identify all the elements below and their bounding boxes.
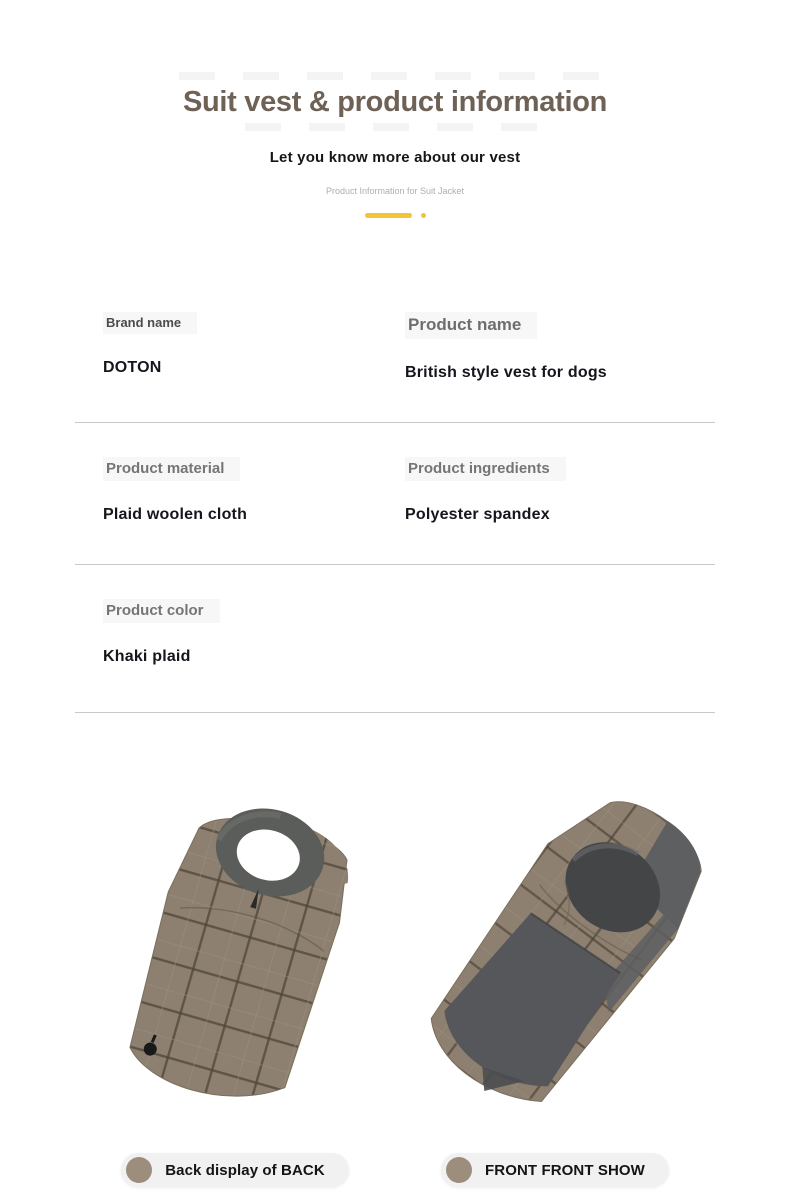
product-image-front xyxy=(420,765,716,1126)
badge-dot-icon xyxy=(446,1157,472,1183)
spec-label-text: Product ingredients xyxy=(405,457,566,481)
badge-label: Back display of BACK xyxy=(165,1161,325,1179)
spec-brand-name xyxy=(75,312,400,382)
accent-bar xyxy=(365,213,412,218)
spec-value: Plaid woolen cloth xyxy=(103,505,248,523)
spec-row-3 xyxy=(75,565,715,713)
page-title: Suit vest & product information xyxy=(182,86,608,118)
spec-row-2 xyxy=(75,423,715,565)
page-header xyxy=(0,0,790,218)
product-gallery xyxy=(70,765,720,1127)
spec-value: Polyester spandex xyxy=(405,505,550,523)
vest-front-photo xyxy=(420,765,716,1121)
spec-label-text: Product material xyxy=(103,457,240,481)
badge-column-front xyxy=(395,1153,715,1187)
spec-value: Khaki plaid xyxy=(103,647,191,665)
vest-back-photo xyxy=(88,773,388,1105)
spec-product-ingredients xyxy=(400,457,715,524)
texture-artifact-bottom xyxy=(245,123,545,131)
back-view-badge xyxy=(121,1153,349,1187)
spec-label xyxy=(103,312,400,334)
spec-label xyxy=(405,312,715,338)
spec-row-1 xyxy=(75,300,715,423)
gallery-badges xyxy=(75,1153,715,1187)
spec-label-text: Product name xyxy=(405,312,537,338)
product-image-back xyxy=(88,773,388,1110)
product-specs xyxy=(75,300,715,713)
spec-label xyxy=(103,457,400,481)
spec-cell-empty xyxy=(400,599,715,666)
front-view-badge xyxy=(441,1153,669,1187)
spec-product-material xyxy=(75,457,400,524)
spec-value: DOTON xyxy=(103,358,162,376)
spec-value: British style vest for dogs xyxy=(405,363,607,381)
spec-label-text: Brand name xyxy=(103,312,197,334)
spec-label xyxy=(405,457,715,481)
badge-column-back xyxy=(75,1153,395,1187)
page-caption: Product Information for Suit Jacket xyxy=(325,186,465,197)
badge-dot-icon xyxy=(126,1157,152,1183)
spec-product-color xyxy=(75,599,400,666)
badge-label: FRONT FRONT SHOW xyxy=(485,1161,645,1179)
spec-product-name xyxy=(400,312,715,382)
spec-label xyxy=(103,599,400,623)
accent-dot-icon xyxy=(421,213,426,218)
accent-divider xyxy=(0,213,790,218)
texture-artifact-top xyxy=(179,72,611,80)
spec-label-text: Product color xyxy=(103,599,220,623)
page-subtitle: Let you know more about our vest xyxy=(269,149,521,167)
